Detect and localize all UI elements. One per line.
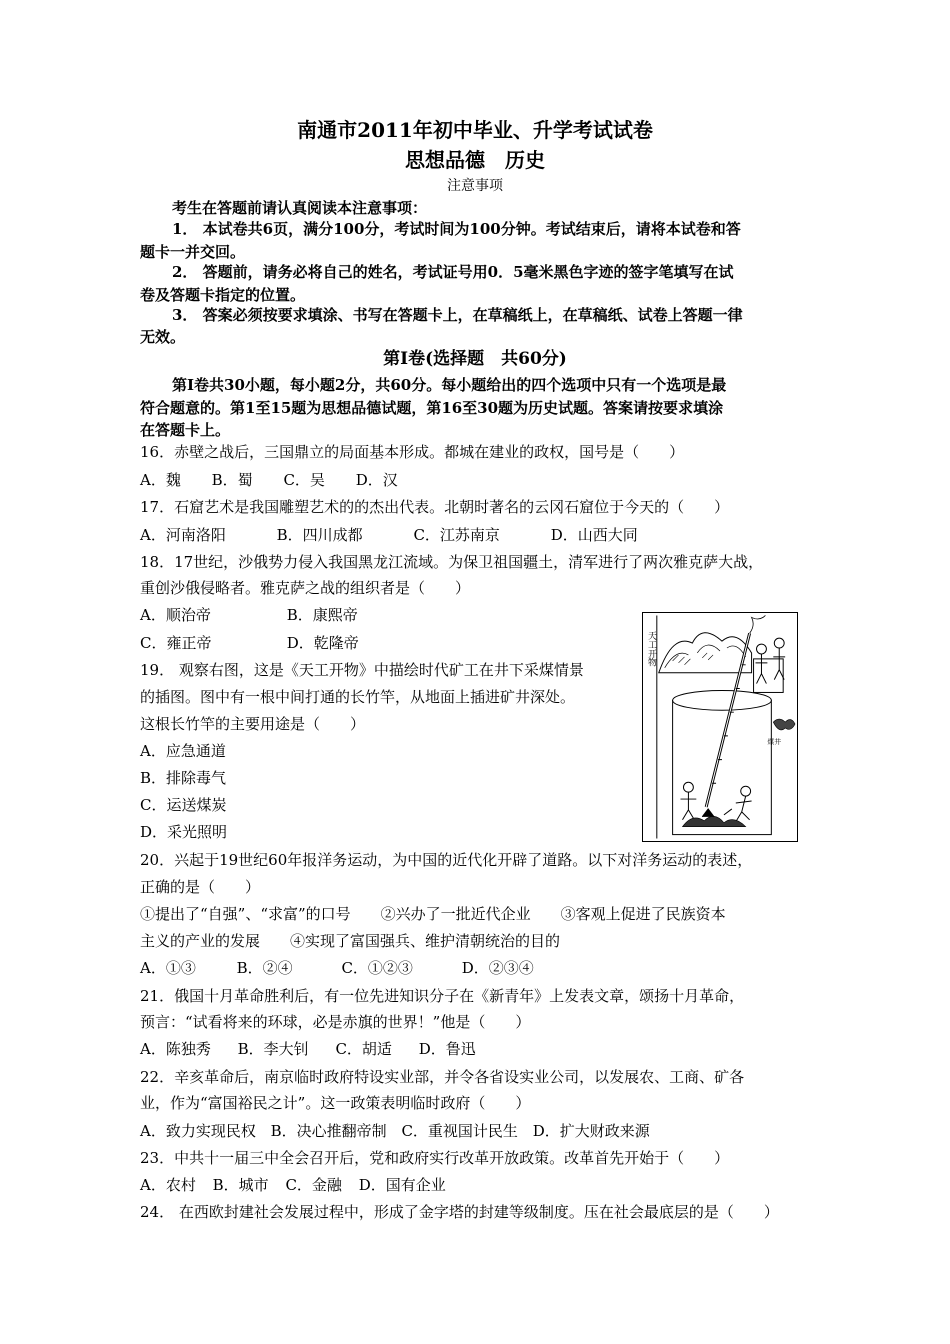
option-a[interactable]: A．魏 [140, 471, 181, 489]
section-desc-line-3: 在答题卡上。 [140, 421, 231, 439]
question-21-stem-line-1: 21．俄国十月革命胜利后，有一位先进知识分子在《新青年》上发表文章，颂扬十月革命， [140, 987, 745, 1005]
question-20-stem-line-1: 20．兴起于19世纪60年报洋务运动，为中国的近代化开辟了道路。以下对洋务运动的表述， [140, 851, 753, 869]
question-19-stem-line-2: 的插图。图中有一根中间打通的长竹竿，从地面上插进矿井深处。 [140, 688, 576, 706]
question-20-items-line-2: 主义的产业的发展 ④实现了富国强兵、维护清朝统治的目的 [140, 932, 561, 950]
question-22-options [140, 1119, 812, 1143]
option-d[interactable]: D．乾隆帝 [286, 634, 359, 652]
option-b[interactable]: B．决心推翻帝制 [270, 1122, 387, 1140]
question-22-stem-line-1: 22．辛亥革命后，南京临时政府特设实业部，并令各省设实业公司，以发展农、工商、矿各 [140, 1068, 745, 1086]
question-23-options [140, 1173, 812, 1197]
option-b[interactable]: B．城市 [212, 1176, 269, 1194]
notice-item-1-line-1: 1． 本试卷共6页，满分100分，考试时间为100分钟。考试结束后，请将本试卷和答 [172, 220, 741, 238]
question-20-items-line-1: ①提出了“自强”、“求富”的口号 ②兴办了一批近代企业 ③客观上促进了民族资本 [140, 905, 726, 923]
option-c[interactable]: C．胡适 [335, 1040, 392, 1058]
figure-label: 煤井 [767, 737, 782, 746]
option-c[interactable]: C．金融 [285, 1176, 342, 1194]
notice-item-2-line-2: 卷及答题卡指定的位置。 [140, 286, 306, 304]
option-d[interactable]: D．汉 [355, 471, 398, 489]
question-19-stem-line-3: 这根长竹竿的主要用途是（ ） [140, 715, 366, 733]
option-a[interactable]: A．农村 [140, 1176, 196, 1194]
option-b[interactable]: B．蜀 [211, 471, 253, 489]
option-c[interactable]: C．雍正帝 [140, 634, 212, 652]
option-d[interactable]: D．②③④ [461, 959, 534, 977]
question-18-stem-line-1: 18．17世纪，沙俄势力侵入我国黑龙江流域。为保卫祖国疆土，清军进行了两次雅克萨大战， [140, 553, 764, 571]
question-18-stem-line-2: 重创沙俄侵略者。雅克萨之战的组织者是（ ） [140, 579, 471, 597]
exam-subtitle: 思想品德 历史 [405, 148, 545, 172]
option-b[interactable]: B．李大钊 [237, 1040, 309, 1058]
option-d[interactable]: D．鲁迅 [418, 1040, 476, 1058]
exam-title: 南通市2011年初中毕业、升学考试试卷 [297, 118, 653, 142]
section-title: 第Ⅰ卷(选择题 共60分) [383, 349, 567, 369]
section-desc-line-2: 符合题意的。第1至15题为思想品德试题，第16至30题为历史试题。答案请按要求填涂 [140, 399, 724, 417]
option-b[interactable]: B．康熙帝 [286, 606, 358, 624]
question-20-options [140, 956, 812, 980]
notice-item-3-line-2: 无效。 [140, 328, 186, 346]
option-a[interactable]: A．陈独秀 [140, 1040, 211, 1058]
option-c[interactable]: C．重视国计民生 [401, 1122, 518, 1140]
question-21-stem-line-2: 预言：“试看将来的环球，必是赤旗的世界！”他是（ ） [140, 1013, 531, 1031]
option-a[interactable]: A．致力实现民权 [140, 1122, 256, 1140]
notice-intro: 考生在答题前请认真阅读本注意事项： [172, 199, 428, 217]
question-19-stem-line-1: 19． 观察右图，这是《天工开物》中描绘时代矿工在井下采煤情景 [140, 661, 584, 679]
question-22-stem-line-2: 业，作为“富国裕民之计”。这一政策表明临时政府（ ） [140, 1094, 531, 1112]
option-d[interactable]: D．扩大财政来源 [532, 1122, 650, 1140]
question-16-stem: 16．赤壁之战后，三国鼎立的局面基本形成。都城在建业的政权，国号是（ ） [140, 443, 685, 461]
question-23-stem: 23．中共十一届三中全会召开后，党和政府实行改革开放政策。改革首先开始于（ ） [140, 1149, 730, 1167]
option-c[interactable]: C．运送煤炭 [140, 796, 227, 814]
notice-heading: 注意事项 [447, 178, 503, 194]
coal-mine-illustration [642, 612, 798, 842]
question-16-options [140, 468, 812, 492]
question-17-stem: 17．石窟艺术是我国雕塑艺术的的杰出代表。北朝时著名的云冈石窟位于今天的（ ） [140, 498, 730, 516]
option-a[interactable]: A．河南洛阳 [140, 526, 226, 544]
option-b[interactable]: B．排除毒气 [140, 769, 227, 787]
coal-mine-drawing [643, 613, 797, 841]
question-20-stem-line-2: 正确的是（ ） [140, 878, 261, 896]
option-b[interactable]: B．②④ [236, 959, 293, 977]
option-a[interactable]: A．应急通道 [140, 742, 226, 760]
notice-item-3-line-1: 3． 答案必须按要求填涂、书写在答题卡上，在草稿纸上，在草稿纸、试卷上答题一律 [172, 306, 743, 324]
option-a[interactable]: A．①③ [140, 959, 196, 977]
question-21-options [140, 1037, 812, 1061]
notice-item-1-line-2: 题卡一并交回。 [140, 243, 246, 261]
section-desc-line-1: 第Ⅰ卷共30小题，每小题2分，共60分。每小题给出的四个选项中只有一个选项是最 [172, 376, 727, 394]
option-c[interactable]: C．吴 [283, 471, 325, 489]
option-d[interactable]: D．山西大同 [550, 526, 638, 544]
option-d[interactable]: D．国有企业 [358, 1176, 446, 1194]
option-c[interactable]: C．江苏南京 [413, 526, 500, 544]
option-b[interactable]: B．四川成都 [276, 526, 363, 544]
figure-caption: 天工开物 [645, 631, 656, 667]
question-24-stem: 24． 在西欧封建社会发展过程中，形成了金字塔的封建等级制度。压在社会最底层的是（ ） [140, 1203, 779, 1221]
option-d[interactable]: D．采光照明 [140, 823, 228, 841]
notice-item-2-line-1: 2． 答题前，请务必将自己的姓名，考试证号用0．5毫米黑色字迹的签字笔填写在试 [172, 263, 734, 281]
question-17-options [140, 523, 812, 547]
option-c[interactable]: C．①②③ [341, 959, 413, 977]
option-a[interactable]: A．顺治帝 [140, 606, 211, 624]
